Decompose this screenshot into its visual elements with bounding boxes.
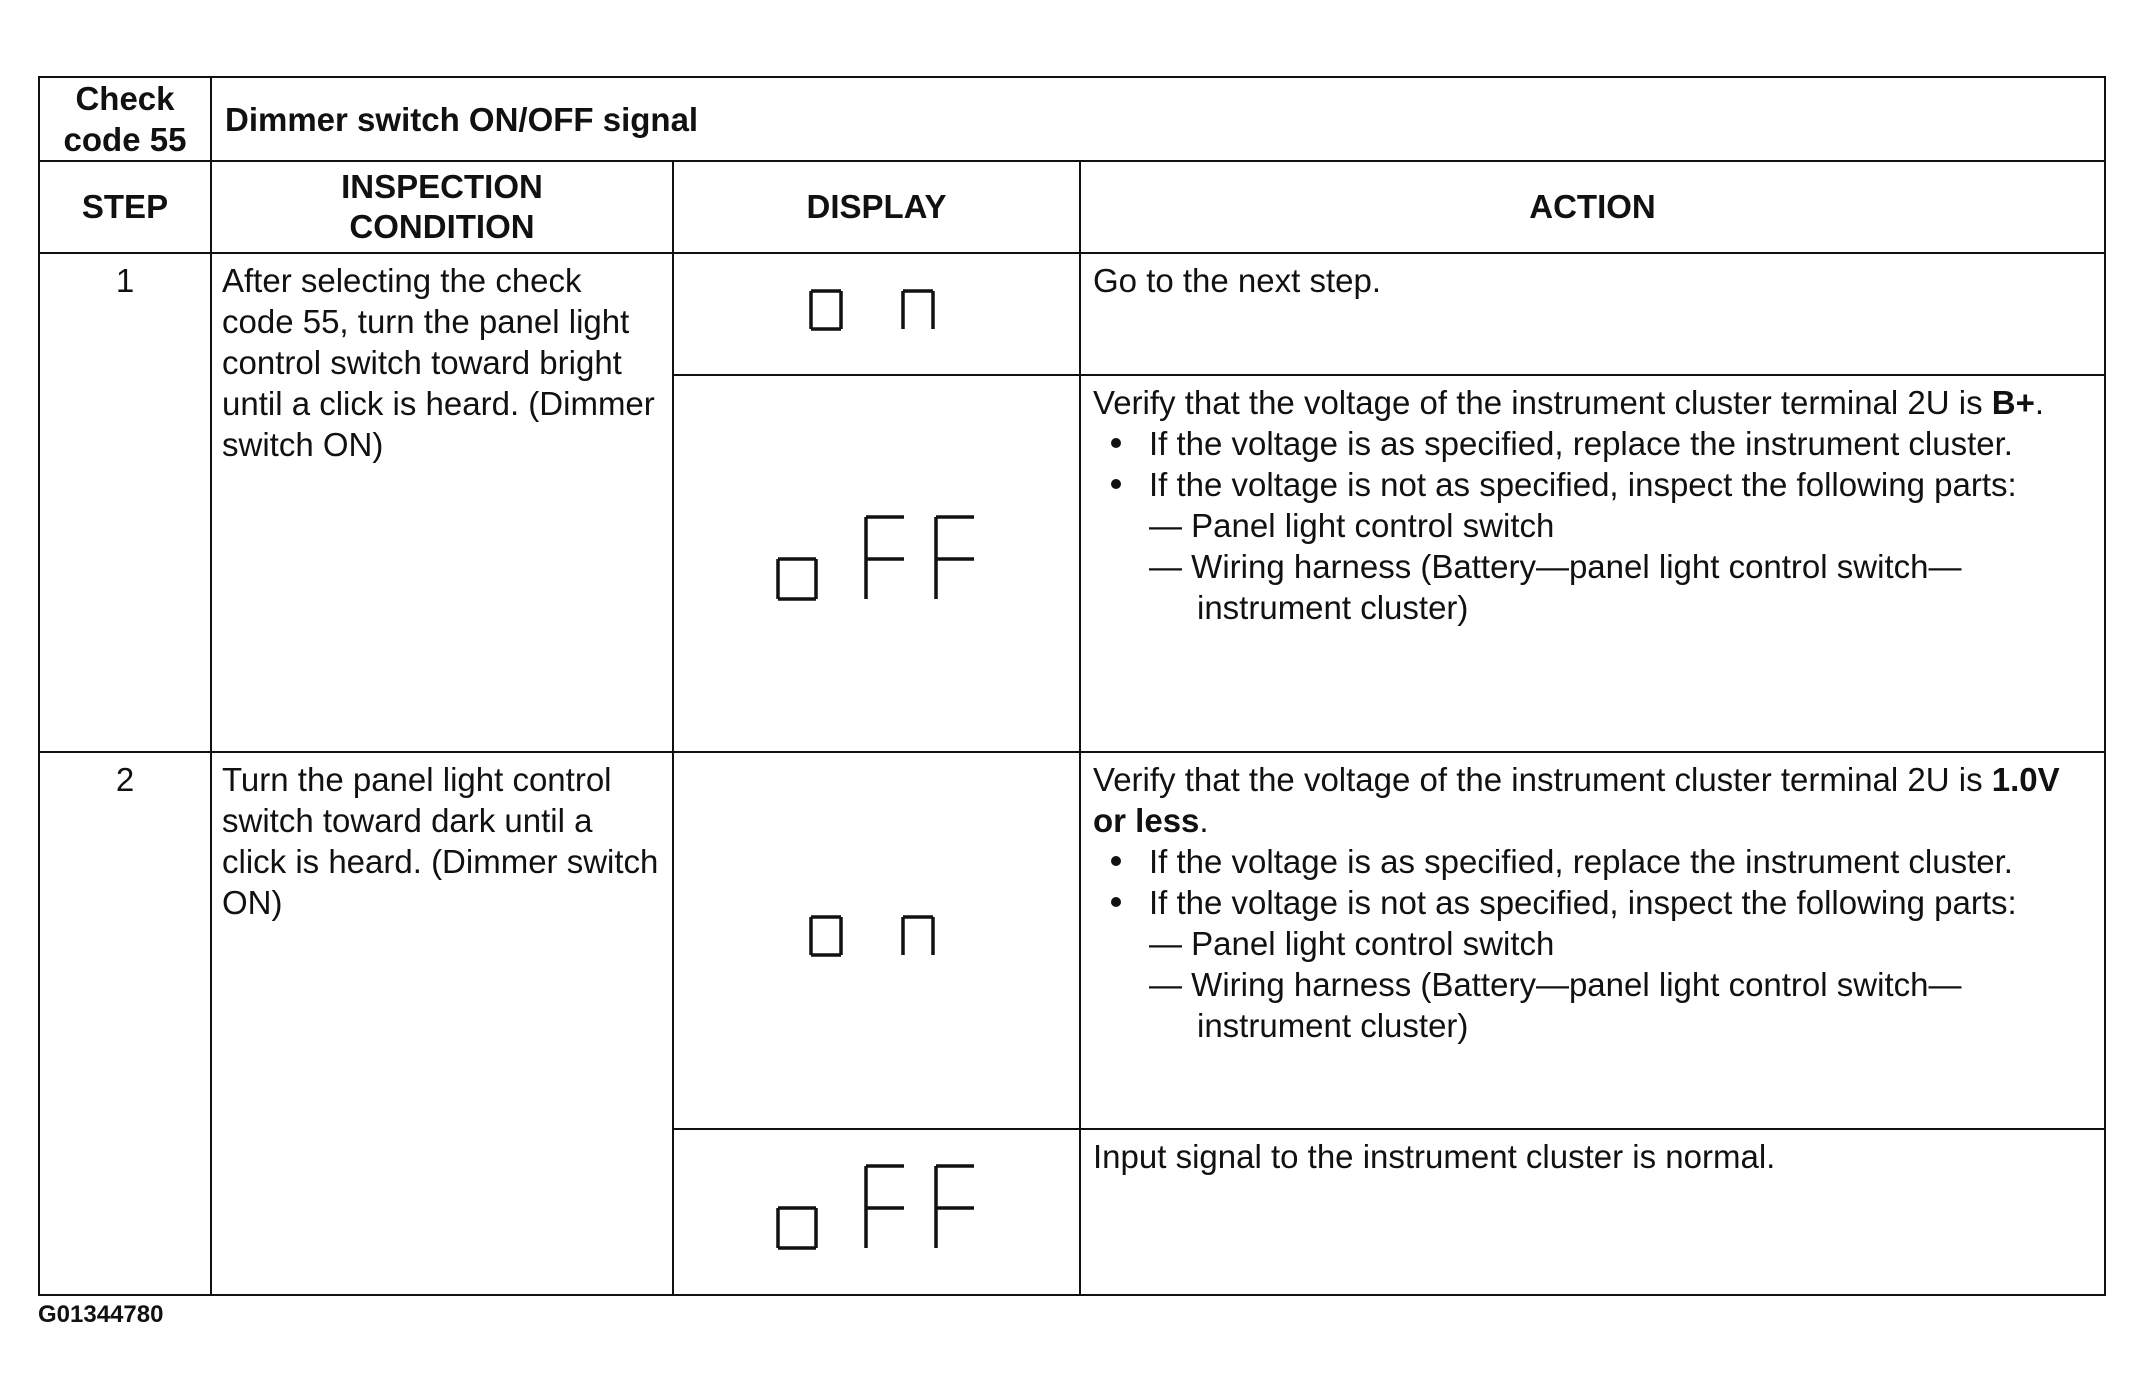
list-item-text: If the voltage is not as specified, inspect the following parts: [1149,466,2017,503]
part-item: — Wiring harness (Battery—panel light control switch—instrument cluster) [1149,548,1962,626]
figure-id: G01344780 [38,1301,164,1328]
action-cell [1080,1129,2105,1295]
header-display: DISPLAY [673,161,1080,253]
action-text: Input signal to the instrument cluster is normal. [1093,1138,1776,1175]
parts-list [1149,505,2092,628]
inspection-condition: Turn the panel light control switch toward dark until a click is heard. (Dimmer switch ON) [211,752,673,1295]
display-cell [673,752,1080,1129]
action-text: Go to the next step. [1093,262,1382,299]
list-item-text: If the voltage is not as specified, inspect the following parts: [1149,884,2017,921]
lcd-on-display [807,285,947,335]
part-item: — Panel light control switch [1149,507,1555,544]
list-item: If the voltage is as specified, replace the instrument cluster. [1149,841,2092,882]
table-title: Dimmer switch ON/OFF signal [211,77,2105,161]
action-intro-end: . [2034,384,2045,421]
action-intro-text: Verify that the voltage of the instrument cluster terminal 2U is [1093,384,1992,421]
display-cell [673,1129,1080,1295]
header-action: ACTION [1080,161,2105,253]
table-row [39,752,2105,1129]
action-spec-value: 1.0V or less [1093,761,2060,839]
action-intro-text: Verify that the voltage of the instrument cluster terminal 2U is [1093,761,1992,798]
display-cell [673,253,1080,375]
list-item: If the voltage is as specified, replace the instrument cluster. [1149,423,2092,464]
action-spec-value: B+ [1991,384,2035,421]
check-code: Check code 55 [39,77,211,161]
list-item [1149,882,2092,1046]
action-cell [1080,253,2105,375]
title-row [39,77,2105,161]
action-bullets [1093,423,2092,628]
lcd-on-display [807,911,947,961]
step-number: 1 [39,253,211,752]
lcd-off-display [772,1158,982,1258]
header-condition-line2: CONDITION [349,208,535,245]
parts-list [1149,923,2092,1046]
header-condition-line1: INSPECTION [341,168,543,205]
action-intro [1093,759,2092,841]
header-step: STEP [39,161,211,253]
lcd-off-display [772,509,982,609]
header-row [39,161,2105,253]
inspection-table [38,76,2106,1296]
list-item [1149,464,2092,628]
action-intro-end: . [1199,802,1209,839]
action-cell [1080,375,2105,752]
table-row [39,253,2105,375]
header-condition [211,161,673,253]
display-cell [673,375,1080,752]
inspection-condition: After selecting the check code 55, turn the panel light control switch toward bright until a click is heard. (Dimmer switch ON) [211,253,673,752]
part-item: — Panel light control switch [1149,925,1555,962]
step-number: 2 [39,752,211,1295]
part-item: — Wiring harness (Battery—panel light control switch—instrument cluster) [1149,966,1962,1044]
action-intro [1093,382,2092,423]
action-cell [1080,752,2105,1129]
action-bullets [1093,841,2092,1046]
